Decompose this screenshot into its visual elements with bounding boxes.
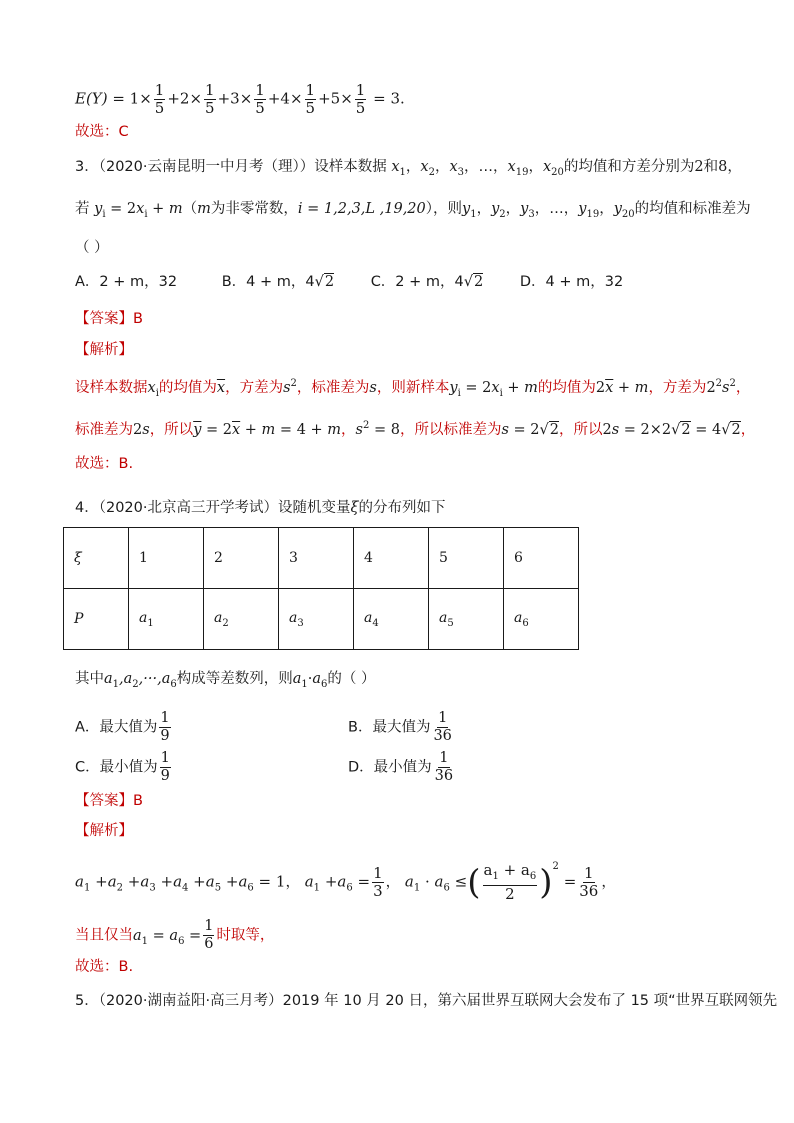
- ey-frac-4: $\frac{1}{5}$: [305, 81, 316, 117]
- table-cell: $a_3$: [279, 589, 354, 650]
- table-cell: $a_5$: [429, 589, 504, 650]
- q4-option-d[interactable]: D．最小值为 $\frac{1}{36}$: [348, 750, 454, 784]
- q4-answer: 【答案】B: [75, 793, 143, 809]
- table-cell: $a_2$: [204, 589, 279, 650]
- q3-stem-line1: 3．（2020·云南昆明一中月考（理））设样本数据 $x_1$，$x_2$，$x_3$，…，$x_{19}$，$x_{20}$的均值和方差分别为2和8，: [75, 159, 742, 178]
- ey-term-2: 2: [179, 89, 190, 108]
- q5-stem: 5．（2020·湖南益阳·高三月考）2019 年 10 月 20 日，第六届世界互联网大会发布了 15 项“世界互联网领先: [75, 993, 778, 1009]
- q4-equality-condition: 当且仅当$a_1 = a_6$ = $\frac{1}{6}$ 时取等，: [75, 918, 275, 952]
- q3-explanation-line2: 标准差为2s，所以$\overline{y} = 2\overline{x} + m = 4 + m$，$s^2 = 8$，所以标准差为s = 2√2，所以2s = 2×2√2 = 4√2，: [75, 420, 756, 438]
- q4-analysis-heading: 【解析】: [75, 823, 133, 839]
- table-cell: 6: [504, 528, 579, 589]
- ey-rhs: 3: [390, 89, 400, 108]
- q4-option-c[interactable]: C．最小值为 $\frac{1}{9}$: [75, 750, 170, 784]
- table-cell: ξ: [64, 528, 129, 589]
- q3-answer: 【答案】B: [75, 311, 143, 327]
- q3-explanation-line1: 设样本数据$x_i$的均值为$\overline{x}$，方差为$s^2$，标准差为s，则新样本$y_i = 2x_i + m$的均值为$2\overline{x} + m$，方差为$2^2s^2$，: [75, 378, 751, 399]
- ey-term-3: 3: [230, 89, 240, 108]
- table-row: [64, 589, 579, 650]
- table-cell: 2: [204, 528, 279, 589]
- q4-choice: 故选：B.: [75, 959, 134, 975]
- q3-option-c[interactable]: C．2 + m，4√2: [370, 274, 484, 290]
- ey-frac-5: $\frac{1}{5}$: [355, 81, 366, 117]
- ey-term-5: 5: [330, 89, 341, 108]
- table-cell: $a_6$: [504, 589, 579, 650]
- q4-option-a[interactable]: A．最大值为 $\frac{1}{9}$: [75, 710, 170, 744]
- table-cell: 4: [354, 528, 429, 589]
- table-cell: $a_1$: [129, 589, 204, 650]
- table-cell: 1: [129, 528, 204, 589]
- q3-paren: （ ）: [75, 240, 109, 256]
- table-cell: 5: [429, 528, 504, 589]
- ey-lhs: E(Y): [75, 89, 108, 108]
- q4-explanation-formula: $a_1 +a_2 +a_3 +a_4 +a_5 +a_6 = 1$， $a_1 +a_6$ = $\frac{1}{3}$ ， $a_1 \cdot a_6$ ≤( $\frac{a_1 + a_6}{2}$ )$^2$ = $\frac{1}{36}$ ，: [75, 860, 616, 903]
- distribution-table: [63, 527, 579, 650]
- q4-condition: 其中$a_1,a_2,\cdot\cdot\cdot,a_6$构成等差数列，则$a_1\cdot a_6$的（ ）: [75, 671, 376, 690]
- q3-stem-line2: 若 $y_i = 2x_i + m(m$为非零常数，i = 1,2,3,L ,19,20），则$y_1$，$y_2$，$y_3$，…，$y_{19}$，$y_{20}$的均值和标准差为: [75, 201, 751, 220]
- table-cell: P: [64, 589, 129, 650]
- q3-option-a[interactable]: A．2 + m，32: [75, 274, 178, 290]
- ey-frac-3: $\frac{1}{5}$: [255, 81, 265, 117]
- q4-option-b[interactable]: B．最大值为 $\frac{1}{36}$: [348, 710, 452, 744]
- q3-choice: 故选：B.: [75, 456, 134, 472]
- ey-term-4: 4: [280, 89, 290, 108]
- q3-options: [75, 271, 623, 293]
- table-cell: 3: [279, 528, 354, 589]
- q3-option-b[interactable]: B．4 + m，4√2: [221, 274, 335, 290]
- q3-option-d[interactable]: D．4 + m，32: [519, 274, 624, 290]
- ey-frac-2: $\frac{1}{5}$: [205, 81, 215, 117]
- q2-choice: 故选：C: [75, 124, 129, 140]
- ey-frac-1: $\frac{1}{5}$: [154, 81, 165, 117]
- table-cell: $a_4$: [354, 589, 429, 650]
- table-row: [64, 528, 579, 589]
- ey-term-1: 1: [129, 89, 140, 108]
- q3-analysis-heading: 【解析】: [75, 342, 133, 358]
- expectation-formula: E(Y) = 1× $\frac{1}{5}$ +2× $\frac{1}{5}$ +3× $\frac{1}{5}$ +4× $\frac{1}{5}$ +5× $\frac{1}{5}$ = 3.: [75, 81, 405, 117]
- q4-stem: 4．（2020·北京高三开学考试）设随机变量ξ的分布列如下: [75, 500, 446, 516]
